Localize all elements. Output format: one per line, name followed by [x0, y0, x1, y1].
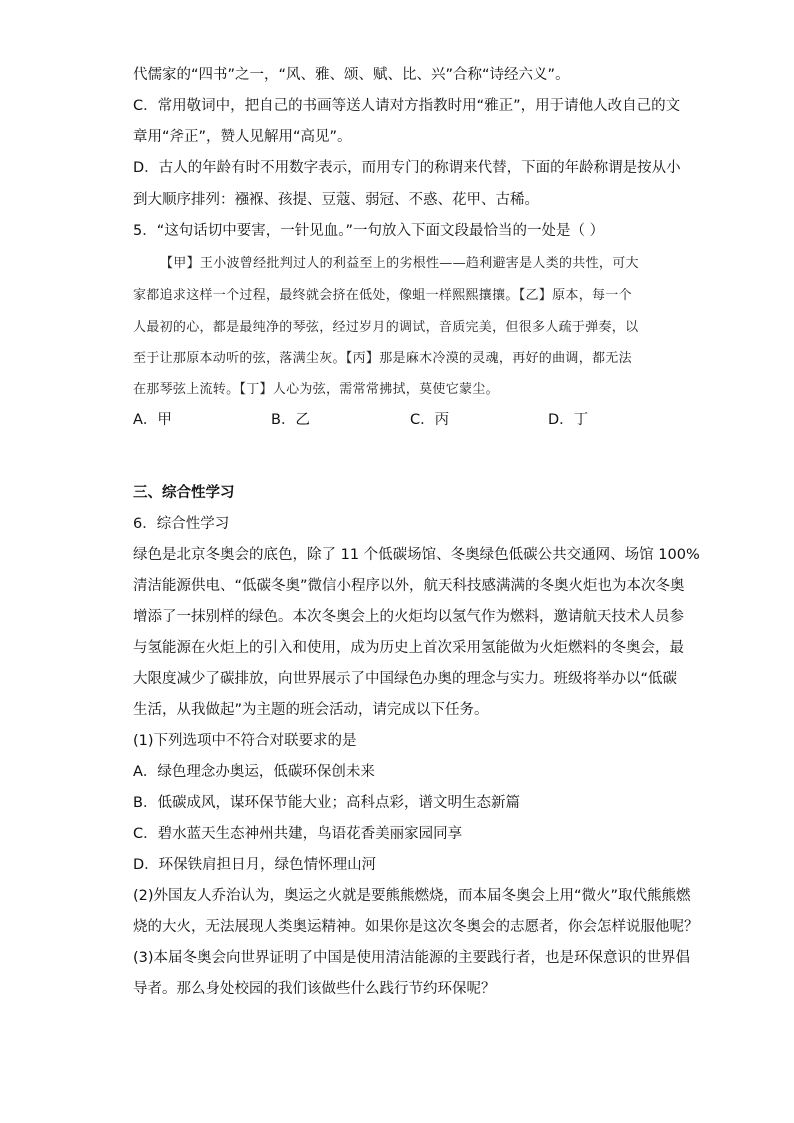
q5-stem: 5．“这句话切中要害，一针见血。”一句放入下面文段最恰当的一处是（ ）	[133, 223, 605, 239]
q6-sub2-line: 烧的大火，无法展现人类奥运精神。如果你是这次冬奥会的志愿者，你会怎样说服他呢？	[133, 919, 699, 935]
q6-sub3-line: 导者。那么身处校园的我们该做些什么践行节约环保呢？	[133, 981, 496, 997]
q5-passage-line: 家都追求这样一个过程，最终就会挤在低处，像蛆一样熙熙攘攘。【乙】原本，每一个	[133, 288, 632, 303]
q5-option-c: C．丙	[410, 412, 450, 428]
q4-option-d-line2: 到大顺序排列：襁褓、孩提、豆蔻、弱冠、不惑、花甲、古稀。	[133, 192, 539, 208]
q5-passage-line: 人最初的心，都是最纯净的琴弦，经过岁月的调试，音质完美，但很多人疏于弹奏，以	[133, 320, 639, 335]
q6-intro-line: 生活，从我做起”为主题的班会活动，请完成以下任务。	[133, 702, 489, 718]
q5-option-a: A．甲	[133, 412, 172, 428]
q6-intro-line: 清洁能源供电、“低碳冬奥”微信小程序以外，航天科技感满满的冬奥火炬也为本次冬奥	[133, 578, 685, 594]
q6-sub1-option-b: B．低碳成风，谋环保节能大业；高科点彩，谱文明生态新篇	[133, 795, 520, 811]
q6-intro-line: 与氢能源在火炬上的引入和使用，成为历史上首次采用氢能做为火炬燃料的冬奥会，最	[133, 640, 684, 656]
q6-intro-line: 增添了一抹别样的绿色。本次冬奥会上的火炬均以氢气作为燃料，邀请航天技术人员参	[133, 609, 684, 625]
q4-continued-line: 代儒家的“四书”之一，“风、雅、颂、赋、比、兴”合称“诗经六义”。	[133, 67, 570, 83]
q4-option-d-line1: D．古人的年龄有时不用数字表示，而用专门的称谓来代替，下面的年龄称谓是按从小	[133, 160, 681, 176]
q5-option-d: D．丁	[548, 412, 589, 428]
q6-sub3-line: (3)本届冬奥会向世界证明了中国是使用清洁能源的主要践行者，也是环保意识的世界倡	[133, 950, 691, 966]
q6-intro-line: 大限度减少了碳排放，向世界展示了中国绿色办奥的理念与实力。班级将举办以“低碳	[133, 671, 678, 687]
q5-passage-line: 【甲】王小波曾经批判过人的利益至上的劣根性——趋利避害是人类的共性，可大	[160, 256, 639, 271]
q6-intro-line: 绿色是北京冬奥会的底色，除了 11 个低碳场馆、冬奥绿色低碳公共交通网、场馆 100%	[133, 547, 700, 563]
section-heading: 三、综合性学习	[133, 485, 235, 501]
q6-sub1-option-c: C．碧水蓝天生态神州共建，鸟语花香美丽家园同享	[133, 826, 463, 842]
q4-option-c-line1: C．常用敬词中，把自己的书画等送人请对方指教时用“雅正”，用于请他人改自己的文	[133, 98, 681, 114]
q6-sub1-option-a: A．绿色理念办奥运，低碳环保创未来	[133, 764, 375, 780]
q6-title: 6．综合性学习	[133, 516, 230, 532]
q6-sub2-line: (2)外国友人乔治认为，奥运之火就是要熊熊燃烧，而本届冬奥会上用“微火”取代熊熊燃	[133, 888, 691, 904]
q5-passage-line: 至于让那原本动听的弦，落满尘灰。【丙】那是麻木冷漠的灵魂，再好的曲调，都无法	[133, 351, 632, 366]
q6-sub1-option-d: D．环保铁肩担日月，绿色情怀理山河	[133, 857, 377, 873]
q5-option-b: B．乙	[271, 412, 310, 428]
q5-passage-line: 在那琴弦上流转。【丁】人心为弦，需常常拂拭，莫使它蒙尘。	[133, 382, 499, 397]
q6-sub1-stem: (1)下列选项中不符合对联要求的是	[133, 733, 357, 749]
q4-option-c-line2: 章用“斧正”，赞人见解用“高见”。	[133, 129, 352, 145]
